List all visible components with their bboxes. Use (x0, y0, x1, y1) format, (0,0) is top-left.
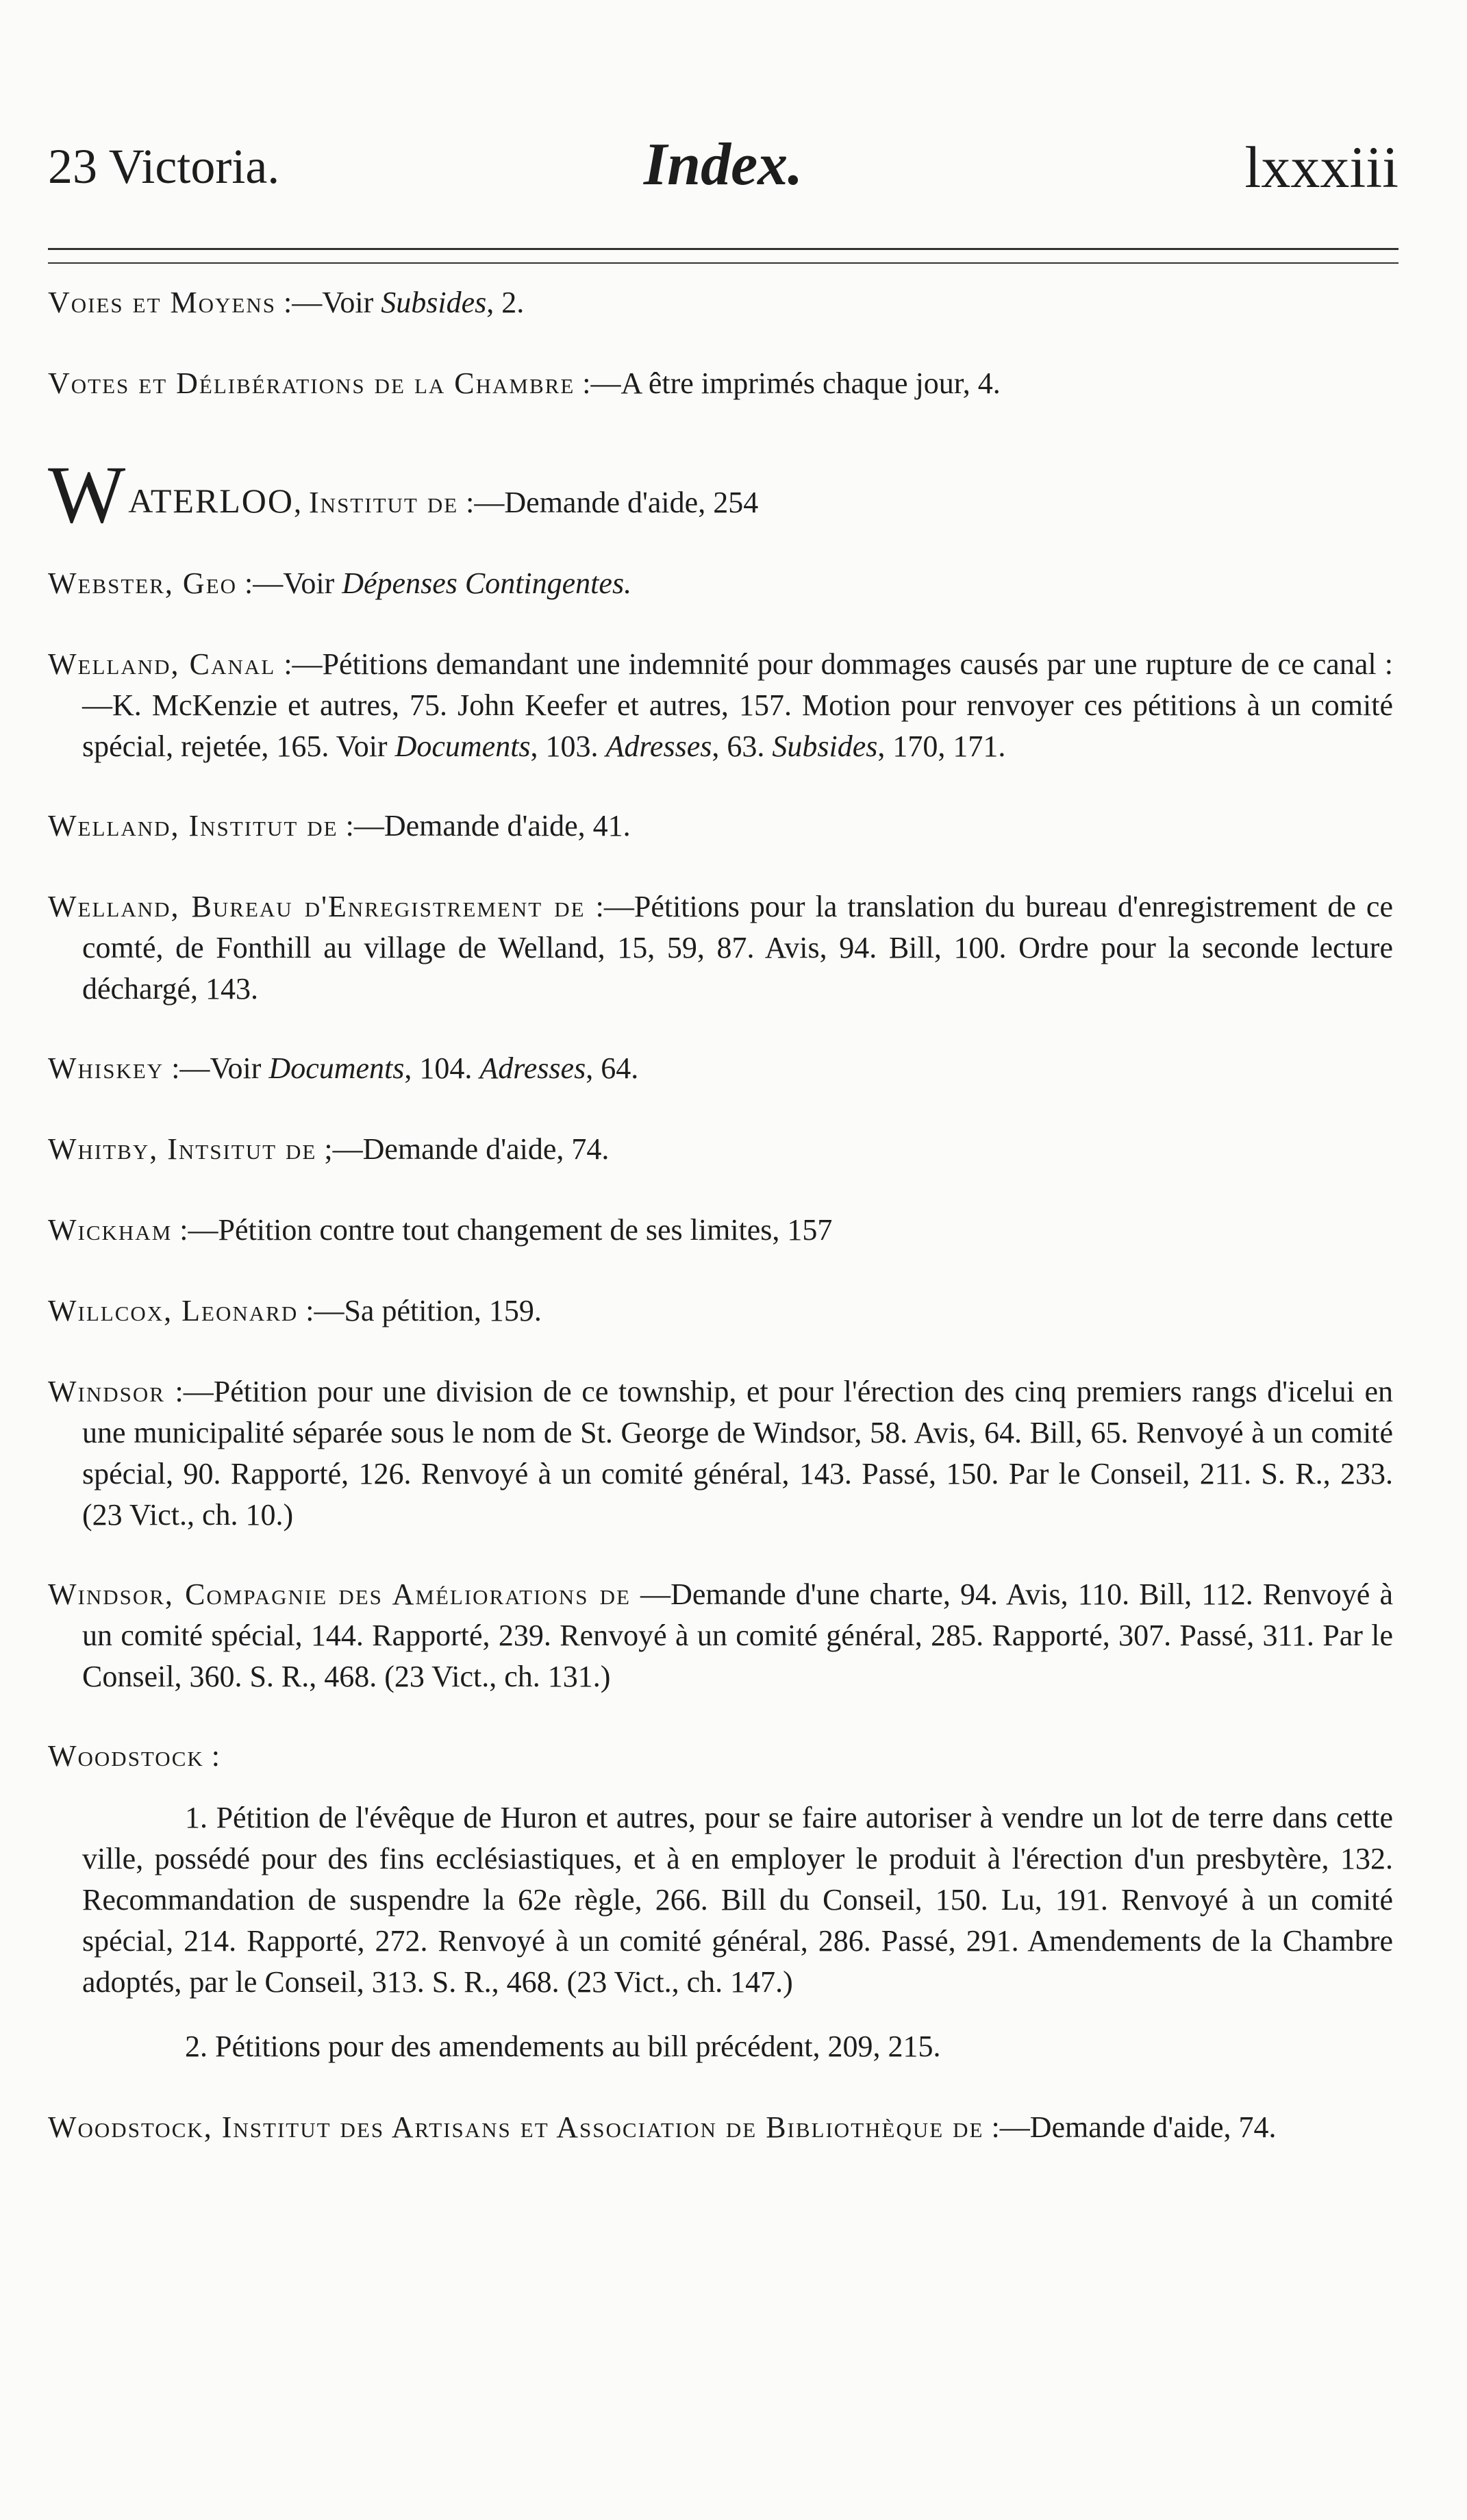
index-entry-webster (48, 563, 1393, 604)
header-double-rule (48, 248, 1399, 264)
woodstock-subentry-1: 1. Pétition de l'évêque de Huron et autres, pour se faire autoriser à vendre un lot de terre dans cette ville, possédé pour des fins ecclésiastiques, et à en employer le produit à l'érection d'un presbytère, 132. Recommandation de suspendre la 62e règle, 266. Bill du Conseil, 150. Lu, 191. Renvoyé à un comité spécial, 214. Rapporté, 272. Renvoyé à un comité général, 286. Passé, 291. Amendements de la Chambre adoptés, par le Conseil, 313. S. R., 468. (23 Vict., ch. 147.) (82, 1801, 1393, 1999)
entry-text: , 104. (404, 1051, 480, 1085)
index-entry-whitby (48, 1129, 1393, 1170)
index-entry-welland-institut (48, 806, 1393, 847)
entry-text: Demande d'aide, 74. (362, 1132, 610, 1166)
entry-reference: Dépenses Contingentes. (342, 566, 632, 600)
entry-heading: Woodstock (48, 1739, 204, 1773)
index-entry-voies-et-moyens (48, 282, 1393, 323)
woodstock-subentry-2: 2. Pétitions pour des amendements au bill précédent, 209, 215. (185, 2030, 941, 2063)
entry-text: Demande d'une charte, 94. Avis, 110. Bill, 112. Renvoyé à un comité spécial, 144. Rapporté, 239. Renvoyé à un comité général, 285. Rapporté, 307. Passé, 311. Par le Conseil, 360. S. R., 468. (23 Vict., ch. 131.) (82, 1577, 1393, 1693)
entry-text: Demande d'aide, 74. (1029, 2110, 1277, 2144)
entry-heading: Welland, Canal (48, 647, 276, 681)
index-entry-whiskey (48, 1048, 1393, 1089)
entry-separator: , (294, 486, 310, 519)
entry-separator: :— (983, 2110, 1030, 2144)
entry-text: , 2. (486, 286, 525, 319)
index-entry-windsor-compagnie (48, 1574, 1393, 1697)
entry-heading: Welland, Institut de (48, 809, 338, 843)
entry-text: , 170, 171. (877, 729, 1006, 763)
entry-reference: Subsides (381, 286, 487, 319)
index-entry-welland-canal (48, 644, 1393, 767)
entry-separator: ;— (316, 1132, 363, 1166)
entry-reference: Adresses (479, 1051, 586, 1085)
entry-heading: Willcox, Leonard (48, 1294, 299, 1327)
entry-reference: Adresses (605, 729, 712, 763)
entry-reference: Documents (394, 729, 531, 763)
entry-text: Demande d'aide, 41. (384, 809, 631, 843)
entry-reference: Subsides (772, 729, 878, 763)
index-entries (48, 282, 1393, 2186)
entry-reference: Documents (268, 1051, 405, 1085)
entry-separator: :— (164, 1051, 210, 1085)
entry-heading: Woodstock, Institut des Artisans et Association de Bibliothèque de (48, 2110, 984, 2144)
entry-separator: :— (458, 486, 505, 519)
index-entry-woodstock-institut (48, 2107, 1393, 2148)
entry-separator: :— (276, 286, 323, 319)
index-entry-windsor (48, 1371, 1393, 1536)
index-entry-wickham (48, 1210, 1393, 1251)
entry-text: Voir (283, 566, 342, 600)
running-head-title: Index. (643, 132, 803, 198)
entry-text: Sa pétition, 159. (344, 1294, 542, 1327)
entry-heading: Whitby, Intsitut de (48, 1132, 317, 1166)
entry-separator: :— (298, 1294, 344, 1327)
entry-heading: Windsor, Compagnie des Améliorations de (48, 1577, 631, 1611)
index-entry-willcox (48, 1290, 1393, 1332)
entry-heading: Institut de (309, 486, 459, 519)
entry-separator: :— (164, 1375, 214, 1408)
entry-text: Pétitions demandant une indemnité pour dommages causés par une rupture de ce canal :—K. McKenzie et autres, 75. John Keefer et autres, 157. Motion pour renvoyer ces pétitions à un comité spécial, rejetée, 165. Voir (82, 647, 1394, 763)
index-entry-welland-bureau (48, 886, 1393, 1010)
entry-text: , 64. (586, 1051, 639, 1085)
entry-heading: Wickham (48, 1213, 173, 1247)
entry-text: Demande d'aide, 254 (504, 486, 759, 519)
entry-heading: Voies et Moyens (48, 286, 276, 319)
section-initial-letter: W (48, 449, 126, 540)
entry-text: , 63. (712, 729, 773, 763)
entry-separator: :— (338, 809, 384, 843)
entry-separator: : (203, 1739, 220, 1773)
running-head-page-number: lxxxiii (1244, 134, 1399, 200)
entry-text: Voir (322, 286, 381, 319)
entry-text: , 103. (530, 729, 606, 763)
entry-separator: :— (237, 566, 284, 600)
entry-separator: :— (172, 1213, 218, 1247)
entry-heading: Welland, Bureau d'Enregistrement de (48, 890, 586, 923)
entry-separator: :— (575, 366, 621, 400)
entry-heading: Windsor (48, 1375, 165, 1408)
entry-separator: :— (275, 647, 323, 681)
entry-text: Pétitions pour la translation du bureau d'enregistrement de ce comté, de Fonthill au village de Welland, 15, 59, 87. Avis, 94. Bill, 100. Ordre pour la seconde lecture déchargé, 143. (82, 890, 1393, 1006)
entry-heading: Whiskey (48, 1051, 164, 1085)
entry-separator: :— (585, 890, 634, 923)
entry-text: Voir (210, 1051, 269, 1085)
entry-text: Pétition pour une division de ce township, et pour l'érection des cinq premiers rangs d'icelui en une municipalité séparée sous le nom de St. George de Windsor, 58. Avis, 64. Bill, 65. Renvoyé à un comité spécial, 90. Rapporté, 126. Renvoyé à un comité général, 143. Passé, 150. Par le Conseil, 211. S. R., 233. (23 Vict., ch. 10.) (82, 1375, 1393, 1532)
running-head (48, 130, 1399, 205)
entry-separator: — (630, 1577, 671, 1611)
entry-heading: Votes et Délibérations de la Chambre (48, 366, 575, 400)
entry-text: Pétition contre tout changement de ses limites, 157 (218, 1213, 833, 1247)
entry-heading: Webster, Geo (48, 566, 238, 600)
running-head-volume: 23 Victoria. (48, 139, 280, 194)
entry-heading: ATERLOO (128, 482, 294, 520)
entry-text: A être imprimés chaque jour, 4. (620, 366, 1001, 400)
index-entry-woodstock (48, 1736, 1393, 1777)
index-entry-votes-et-deliberations (48, 363, 1393, 404)
index-entry-waterloo (48, 449, 1393, 540)
